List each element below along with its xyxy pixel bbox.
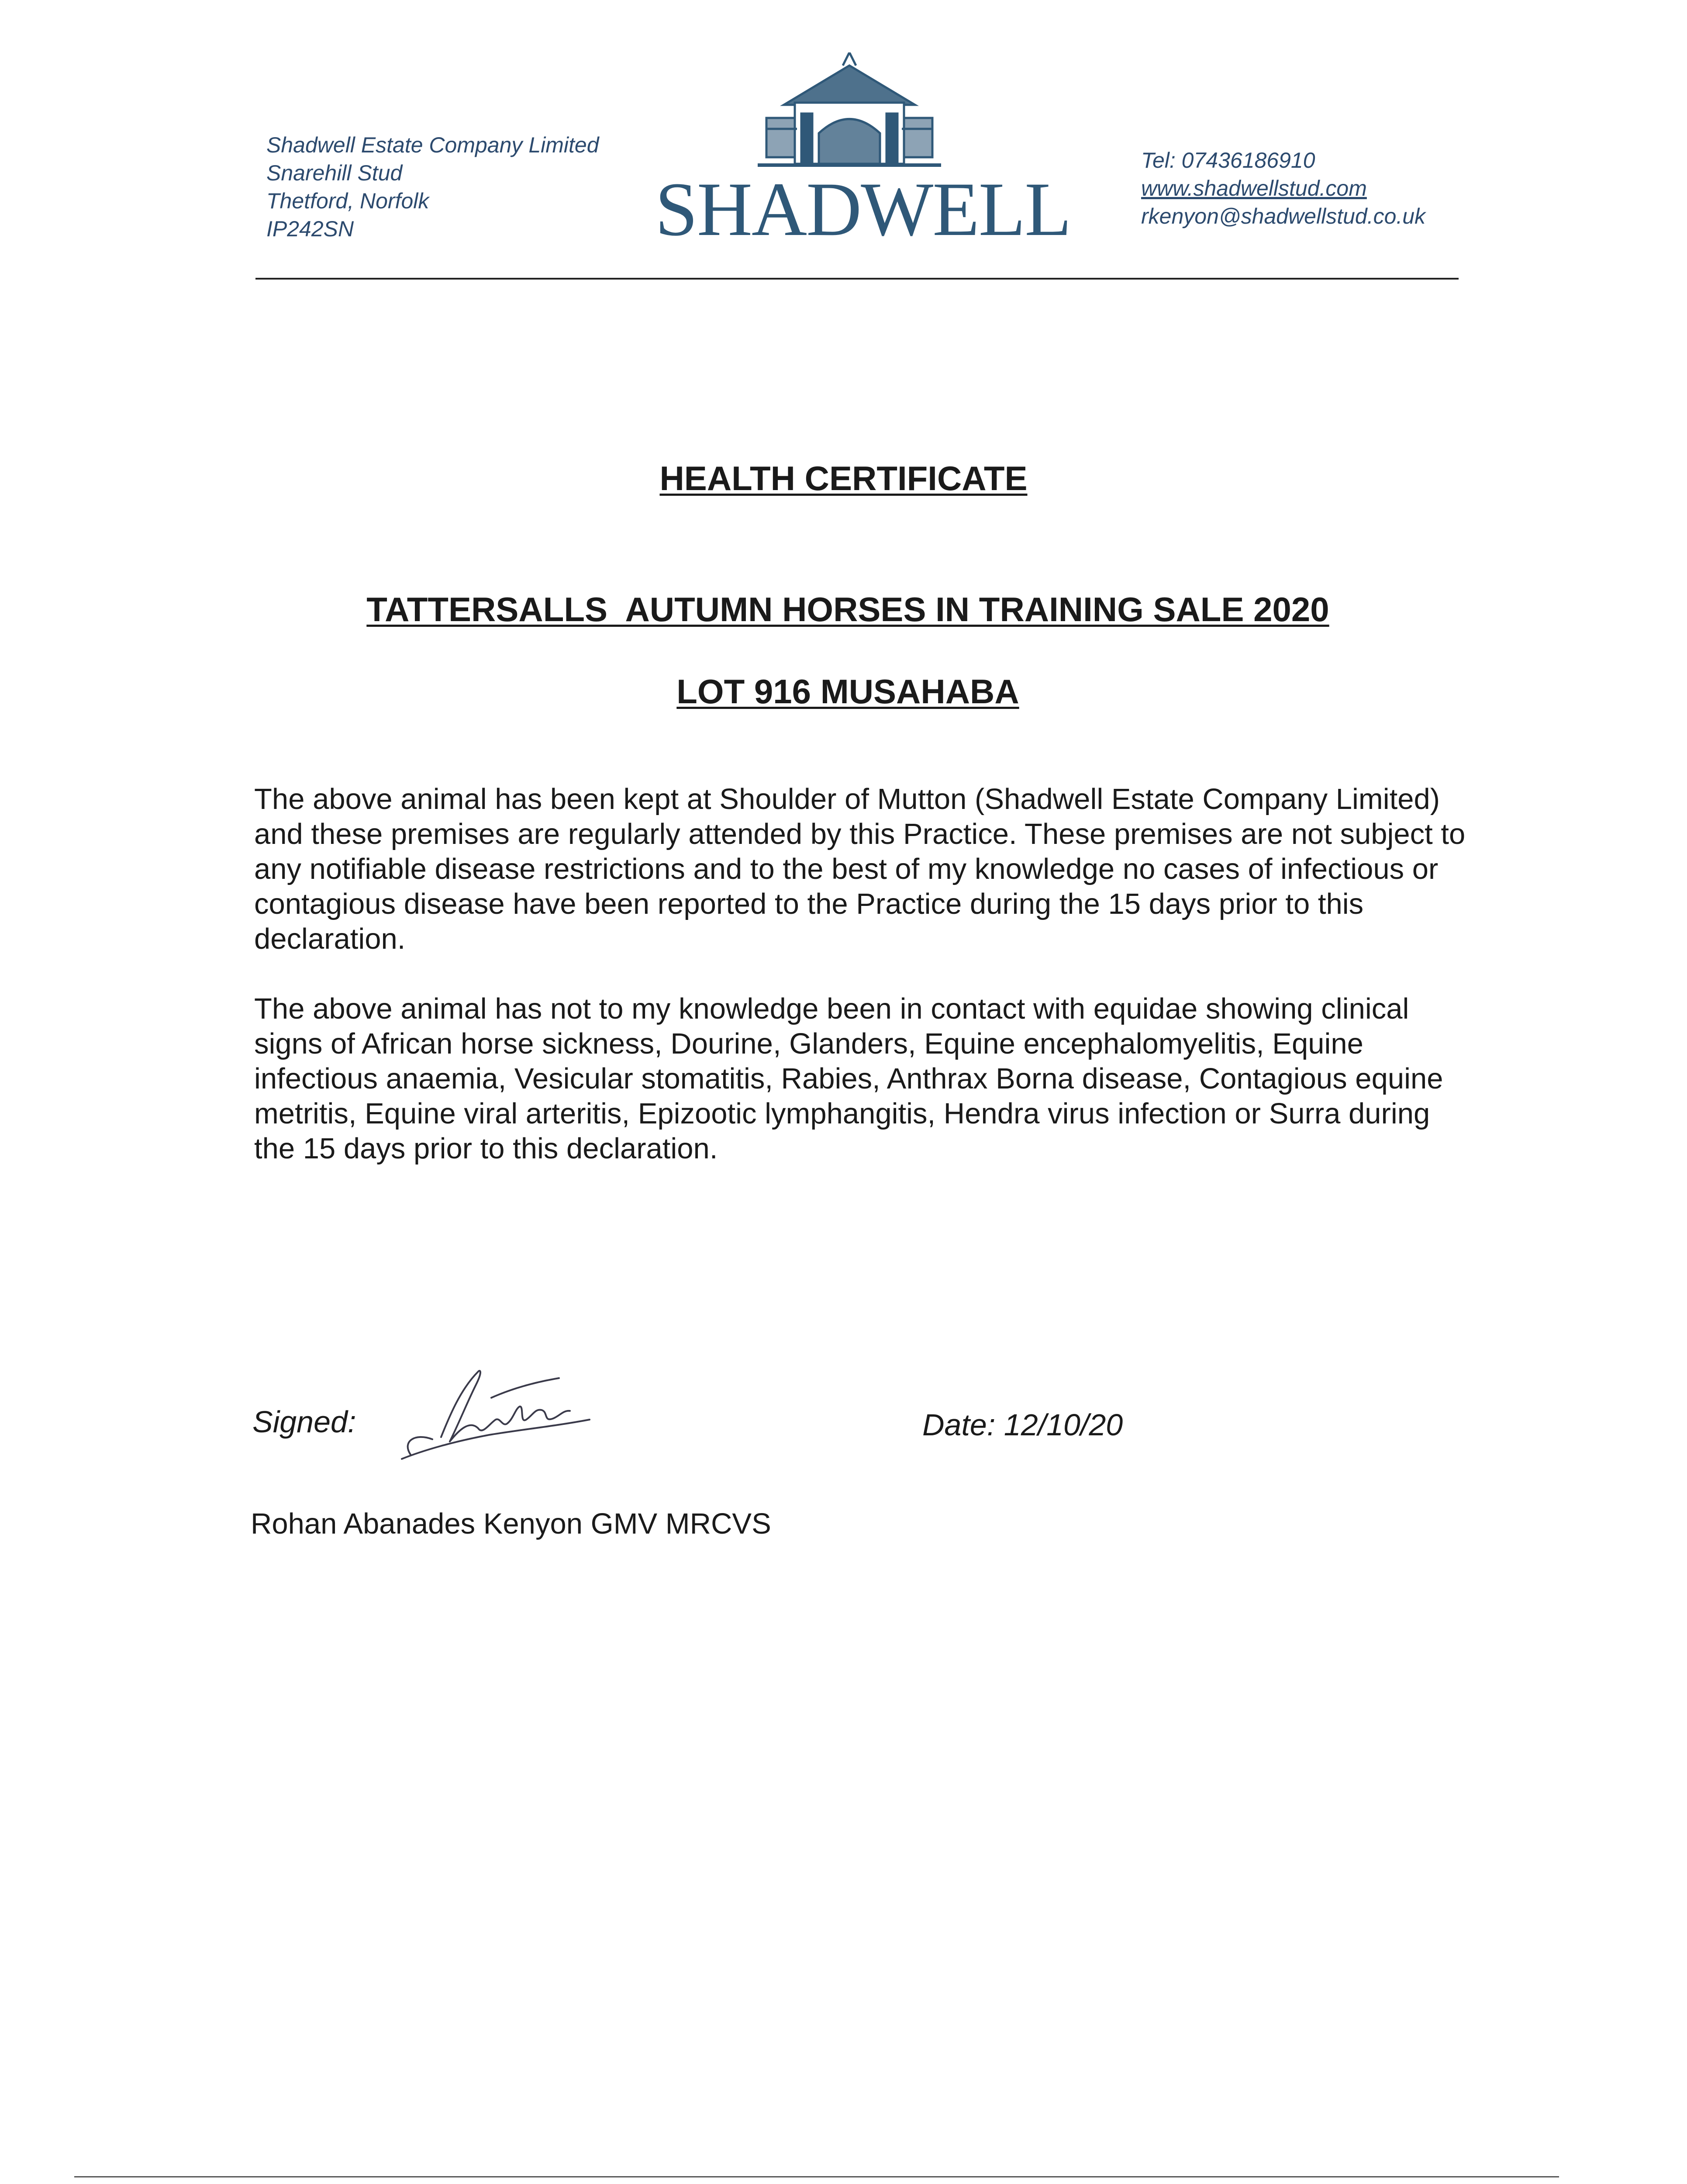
footer-divider <box>74 2176 1559 2177</box>
company-address <box>266 131 659 243</box>
signed-label: Signed: <box>252 1405 356 1439</box>
email-address[interactable]: rkenyon@shadwellstud.co.uk <box>1141 204 1426 228</box>
address-line-stud: Snarehill Stud <box>266 161 403 185</box>
address-line-postcode: IP242SN <box>266 217 354 241</box>
contact-details <box>1141 146 1490 230</box>
telephone: Tel: 07436186910 <box>1141 148 1315 173</box>
header-divider <box>255 278 1459 280</box>
gatehouse-emblem-icon <box>758 52 941 170</box>
disease-contact-paragraph: The above animal has not to my knowledge been in contact with equidae showing clinical signs of African horse sickness, Dourine, Glanders, Equine encephalomyelitis, Equine infectious anaemia, Vesicular stomatitis, Rabies, Anthrax Borna disease, Contagious equine metritis, Equine viral arteritis, Epizootic lymphangitis, Hendra virus infection or Surra during the 15 days prior to this declaration. <box>254 992 1443 1165</box>
logo-wordmark: SHADWELL <box>655 167 1071 252</box>
document-title: HEALTH CERTIFICATE <box>659 459 1028 498</box>
lot-title: LOT 916 MUSAHABA <box>676 672 1019 711</box>
website-link[interactable]: www.shadwellstud.com <box>1141 176 1367 200</box>
signer-name: Rohan Abanades Kenyon GMV MRCVS <box>251 1507 771 1540</box>
sale-title: TATTERSALLS AUTUMN HORSES IN TRAINING SALE 2020 <box>366 590 1329 629</box>
address-line-company: Shadwell Estate Company Limited <box>266 133 599 157</box>
handwritten-signature <box>384 1354 611 1468</box>
address-line-town: Thetford, Norfolk <box>266 189 429 213</box>
premises-declaration-paragraph: The above animal has been kept at Shoulder of Mutton (Shadwell Estate Company Limited) and these premises are regularly attended by this Practice. These premises are not subject to any notifiable disease restrictions and to the best of my knowledge no cases of infectious or contagious disease have been reported to the Practice during the 15 days prior to this declaration. <box>254 783 1466 955</box>
signature-date: Date: 12/10/20 <box>922 1408 1123 1442</box>
shadwell-logo <box>655 48 1071 253</box>
